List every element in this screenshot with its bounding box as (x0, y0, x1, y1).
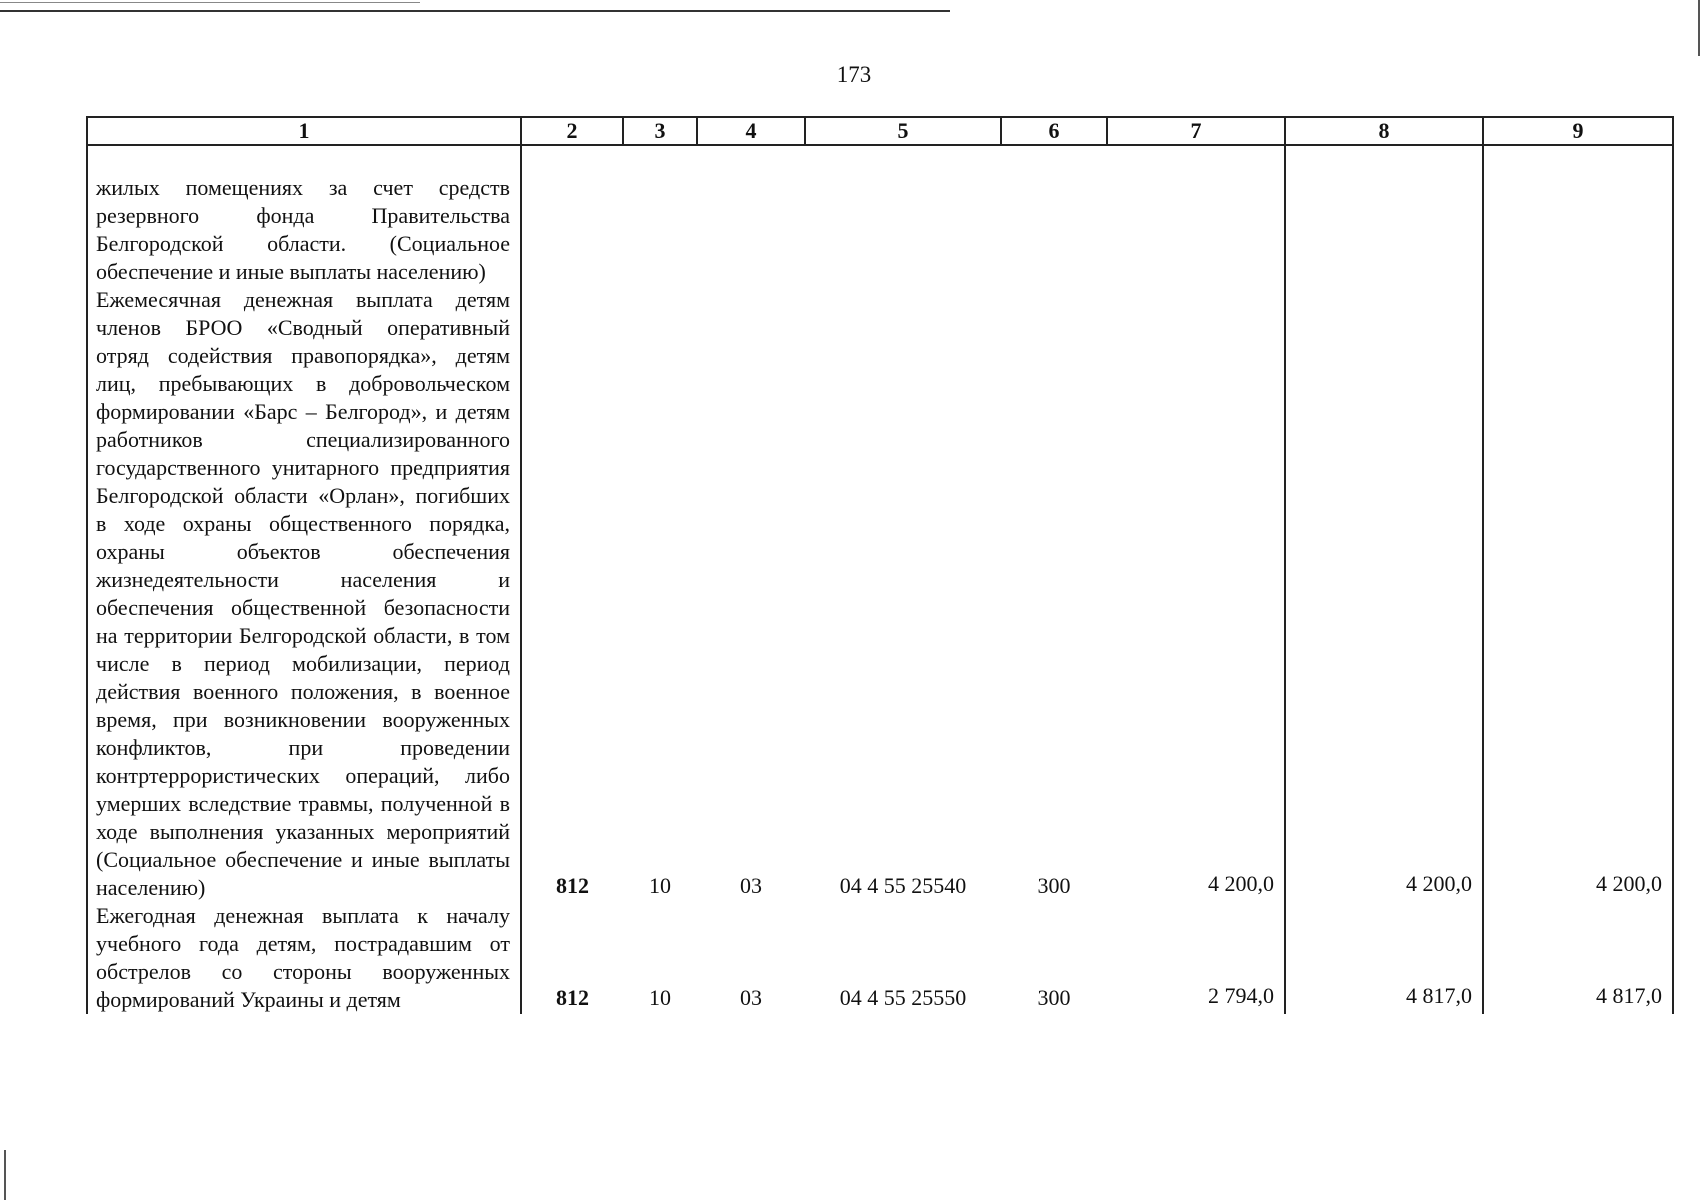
amount-col7: 4 200,0 (1107, 286, 1285, 902)
subsection-code: 03 (740, 985, 762, 1010)
section-code: 10 (649, 873, 671, 898)
expense-type-code: 300 (1037, 985, 1071, 1010)
table-row (87, 145, 1673, 286)
page-number: 173 (836, 62, 872, 87)
amount-col7: 2 794,0 (1107, 902, 1285, 1014)
row-cell-empty (1285, 145, 1483, 286)
table-row (87, 286, 1673, 902)
budget-admin-code: 812 (521, 286, 623, 902)
expense-type-code: 300 (1037, 873, 1071, 898)
row-description: Ежемесячная денежная выплата детям членов БРОО «Сводный оперативный отряд содействия правопорядка», детям лиц, пребывающих в добровольческом формировании «Барс – Белгород», и детям работников специализированного государственного унитарного предприятия Белгородской области «Орлан», погибших в ходе охраны общественного порядка, охраны объектов обеспечения жизнедеятельности населения и обеспечения общественной безопасности на территории Белгородской области, в том числе в период мобилизации, период действия военного положения, в военное время, при возникновении вооруженных конфликтов, при проведении контртеррористических операций, либо умерших вследствие травмы, полученной в ходе выполнения указанных мероприятий (Социальное обеспечение и иные выплаты населению) (87, 286, 521, 902)
column-header: 5 (805, 117, 1001, 145)
scan-edge-mark (1698, 0, 1700, 56)
row-cell-empty (1483, 145, 1673, 286)
row-cell-empty (697, 145, 805, 286)
column-header: 3 (623, 117, 697, 145)
column-header: 7 (1107, 117, 1285, 145)
row-description: жилых помещениях за счет средств резервного фонда Правительства Белгородской области. (Социальное обеспечение и иные выплаты населению) (87, 145, 521, 286)
amount-col9: 4 817,0 (1483, 902, 1673, 1014)
amount-col8: 4 817,0 (1285, 902, 1483, 1014)
row-cell-empty (521, 145, 623, 286)
row-cell-empty (623, 145, 697, 286)
amount-col8: 4 200,0 (1285, 286, 1483, 902)
section-code: 10 (649, 985, 671, 1010)
row-cell-empty (805, 145, 1001, 286)
column-header: 9 (1483, 117, 1673, 145)
table-header-row (87, 117, 1673, 145)
row-cell-empty (1107, 145, 1285, 286)
scan-edge-line (0, 10, 950, 12)
target-article-code: 04 4 55 25550 (839, 985, 967, 1010)
budget-table (86, 116, 1674, 1014)
table-row (87, 902, 1673, 1014)
row-description: Ежегодная денежная выплата к началу учебного года детям, пострадавшим от обстрелов со стороны вооруженных формирований Украины и детям (87, 902, 521, 1014)
row-cell-empty (1001, 145, 1107, 286)
scan-edge-line (0, 2, 420, 3)
column-header: 6 (1001, 117, 1107, 145)
amount-col9: 4 200,0 (1483, 286, 1673, 902)
column-header: 1 (87, 117, 521, 145)
column-header: 2 (521, 117, 623, 145)
target-article-code: 04 4 55 25540 (839, 873, 967, 898)
scan-edge-mark (4, 1150, 6, 1200)
column-header: 8 (1285, 117, 1483, 145)
column-header: 4 (697, 117, 805, 145)
subsection-code: 03 (740, 873, 762, 898)
budget-admin-code: 812 (521, 902, 623, 1014)
